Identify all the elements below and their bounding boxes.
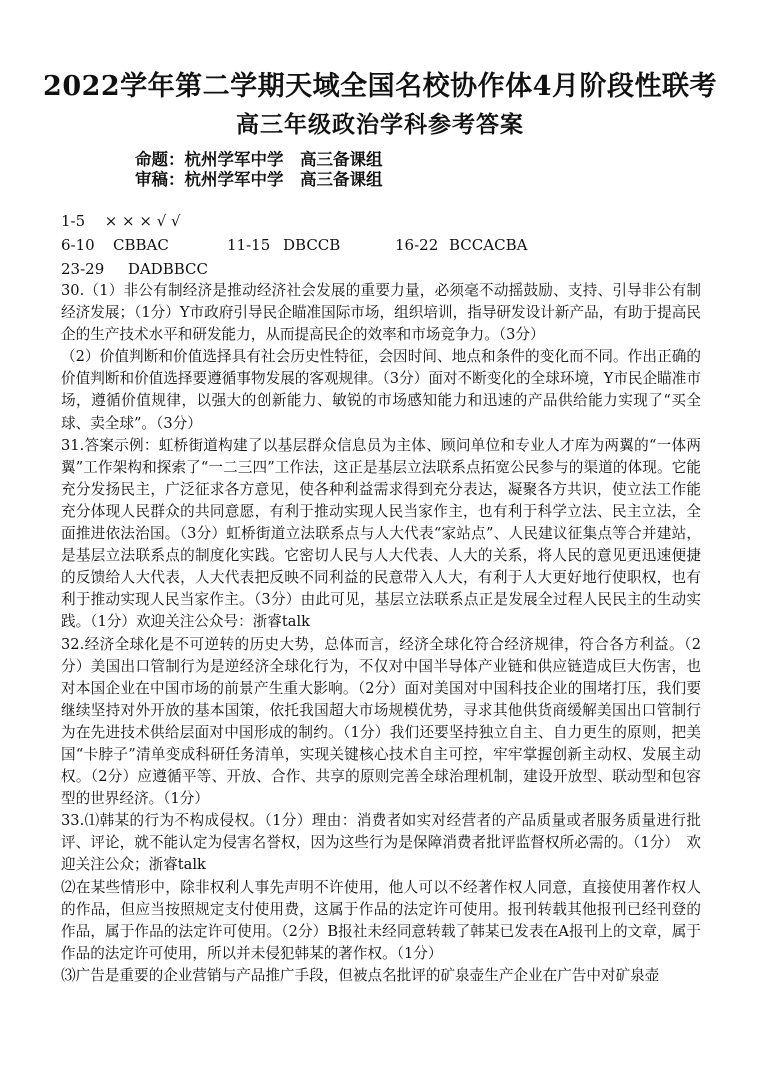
answer-row-1 (61, 212, 181, 230)
answer-values: CBBAC (113, 236, 169, 254)
answer-row-3 (61, 260, 208, 278)
paragraph-q33-1: 33.⑴韩某的行为不构成侵权。（1分）理由：消费者如实对经营者的产品质量或者服务质量进行批评、评论，就不能认定为侵害名誉权，因为这些行为是保障消费者批评监督权所必需的。（1分） 欢迎关注公众；浙睿talk (61, 812, 701, 874)
answer-range: 23-29 (61, 260, 105, 278)
paragraph-q30-2: （2）价值判断和价值选择具有社会历史性特征，会因时间、地点和条件的变化而不同。作出正确的价值判断和价值选择要遵循事物发展的客观规律。（3分）面对不断变化的全球环境，Y市民企瞄准市场，遵循价值规律，以强大的创新能力、敏锐的市场感知能力和迅速的产品供给能力实现了“买全球、卖全球”。（3分） (61, 348, 701, 432)
document-subtitle: 高三年级政治学科参考答案 (236, 111, 524, 138)
document-title: 2022学年第二学期天域全国名校协作体4月阶段性联考 (43, 71, 717, 102)
paragraph-q30-1: 30.（1）非公有制经济是推动经济社会发展的重要力量，必须毫不动摇鼓励、支持、引导非公有制经济发展；（1分）Y市政府引导民企瞄准国际市场，组织培训，指导研发设计新产品，有助于提高民企的生产技术水平和研发能力，从而提高民企的效率和市场竞争力。（3分） (61, 282, 701, 344)
answer-range: 6-10 (61, 236, 95, 254)
author-line: 命题：杭州学军中学 高三备课组 (135, 150, 383, 169)
paragraph-q32: 32.经济全球化是不可逆转的历史大势，总体而言，经济全球化符合经济规律，符合各方利益。（2分）美国出口管制行为是逆经济全球化行为，不仅对中国半导体产业链和供应链造成巨大伤害，也对本国企业在中国市场的前景产生重大影响。（2分）面对美国对中国科技企业的围堵打压，我们要继续坚持对外开放的基本国策，依托我国超大市场规模优势，寻求其他供货商缓解美国出口管制行为在先进技术供给层面对中国形成的制约。（1分）我们还要坚持独立自主、自力更生的原则，把美国“卡脖子”清单变成科研任务清单，实现关键核心技术自主可控，牢牢掌握创新主动权、发展主动权。（2分）应遵循平等、开放、合作、共享的原则完善全球治理机制，建设开放型、联动型和包容型的世界经济。（1分） (61, 635, 701, 808)
paragraph-q33-3: ⑶广告是重要的企业营销与产品推广手段，但被点名批评的矿泉壶生产企业在广告中对矿泉壶 (61, 966, 660, 984)
answer-body (61, 280, 701, 987)
reviewer-line: 审稿：杭州学军中学 高三备课组 (135, 170, 383, 189)
answer-values: DBCCB (283, 236, 341, 254)
answer-values: DADBBCC (127, 260, 208, 278)
paragraph-q31: 31.答案示例：虹桥街道构建了以基层群众信息员为主体、顾问单位和专业人才库为两翼的“一体两翼”工作架构和探索了“一二三四”工作法，这正是基层立法联系点拓宽公民参与的渠道的体现。它能充分发扬民主，广泛征求各方意见，使各种利益需求得到充分表达，凝聚各方共识，使立法工作能充分体现人民群众的共同意愿，有利于推动实现人民当家作主，也有利于科学立法、民主立法，全面推进依法治国。（3分）虹桥街道立法联系点与人大代表“家站点”、人民建议征集点等合并建站，是基层立法联系点的制度化实践。它密切人民与人大代表、人大的关系，将人民的意见更迅速便捷的反馈给人大代表，人大代表把反映不同利益的民意带入人大，有利于人大更好地行使职权，也有利于推动实现人民当家作主。（3分）由此可见，基层立法联系点正是发展全过程人民民主的生动实践。（1分）欢迎关注公众号：浙睿talk (61, 436, 701, 631)
answer-range: 1-5 (61, 212, 86, 230)
answer-range: 11-15 (227, 236, 271, 254)
answer-range: 16-22 (395, 236, 439, 254)
paragraph-q33-2: ⑵在某些情形中，除非权利人事先声明不许使用，他人可以不经著作权人同意，直接使用著作权人的作品，但应当按照规定支付使用费，这属于作品的法定许可使用。报刊转载其他报刊已经刊登的作品，属于作品的法定许可使用。（2分）B报社未经同意转载了韩某已发表在A报刊上的文章，属于作品的法定许可使用，所以并未侵犯韩某的著作权。（1分） (61, 878, 701, 962)
answer-values: BCCACBA (449, 236, 528, 254)
answer-values: × × × √ √ (104, 212, 181, 230)
